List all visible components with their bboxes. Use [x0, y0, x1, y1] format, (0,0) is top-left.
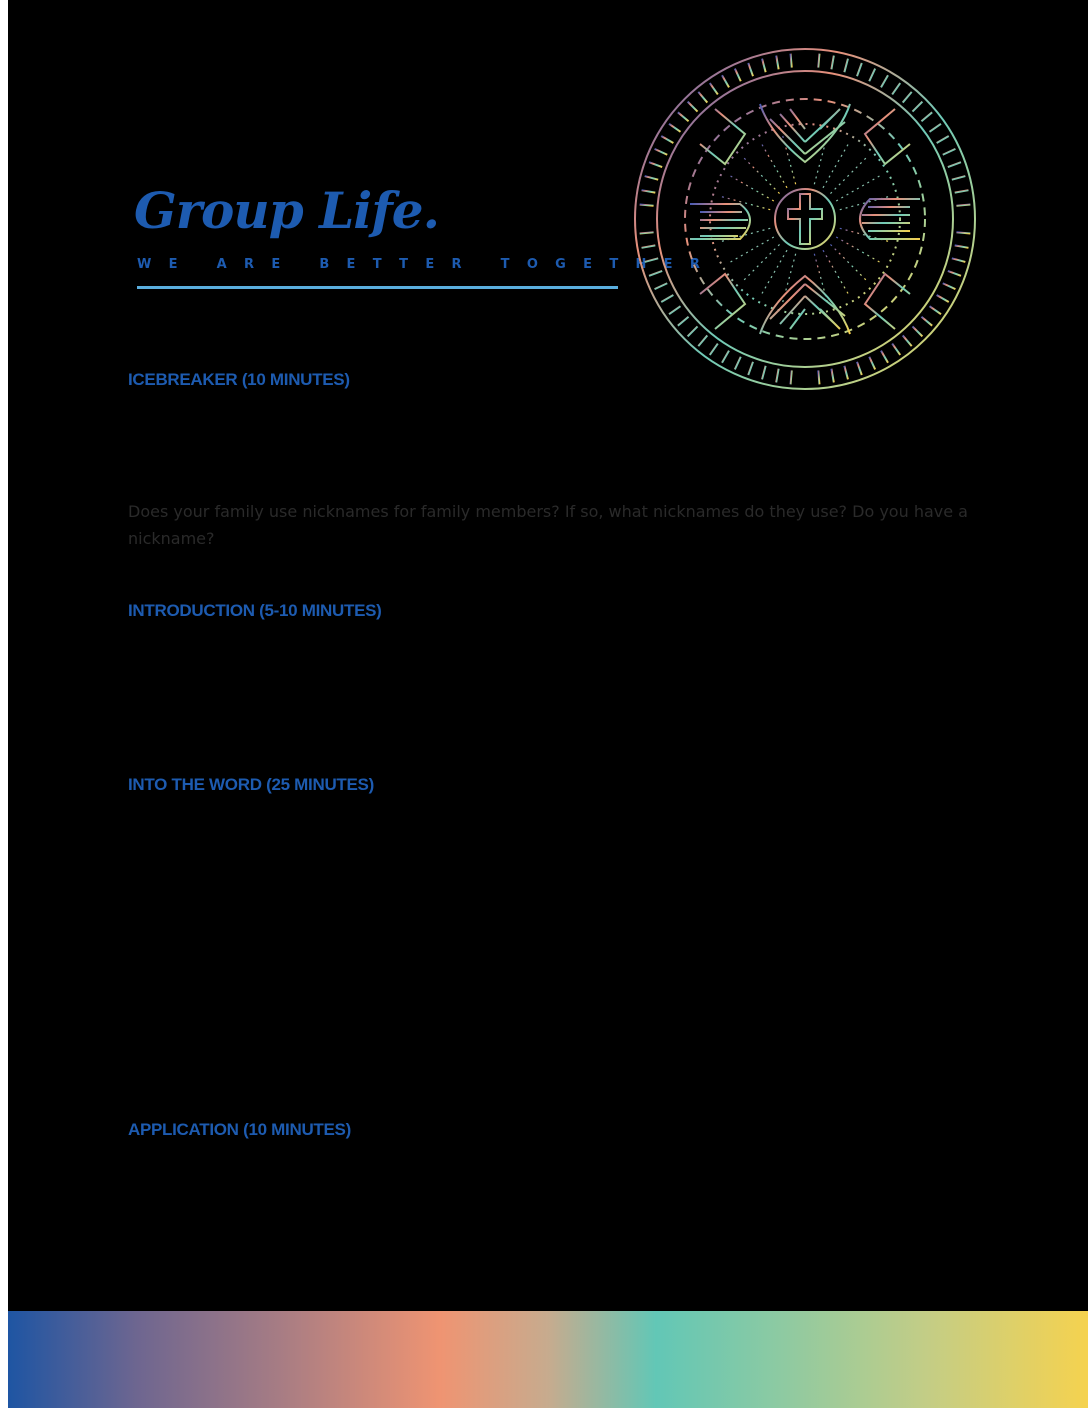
- page-title: Group Life.: [134, 181, 439, 240]
- icebreaker-question: Does your family use nicknames for family members? If so, what nicknames do they use? Do you have a nickname?: [128, 502, 968, 548]
- rainbow-hands-cross-emblem-icon: [630, 44, 980, 394]
- icebreaker-heading: ICEBREAKER (10 MINUTES): [128, 370, 350, 389]
- tagline: WE ARE BETTER TOGETHER: [137, 257, 718, 272]
- footer-gradient-bar: [8, 1311, 1088, 1408]
- header-divider: [137, 286, 618, 289]
- introduction-heading: INTRODUCTION (5-10 MINUTES): [128, 601, 382, 620]
- application-heading: APPLICATION (10 MINUTES): [128, 1120, 351, 1139]
- into-the-word-heading: INTO THE WORD (25 MINUTES): [128, 775, 374, 794]
- page-edge: [0, 0, 8, 1408]
